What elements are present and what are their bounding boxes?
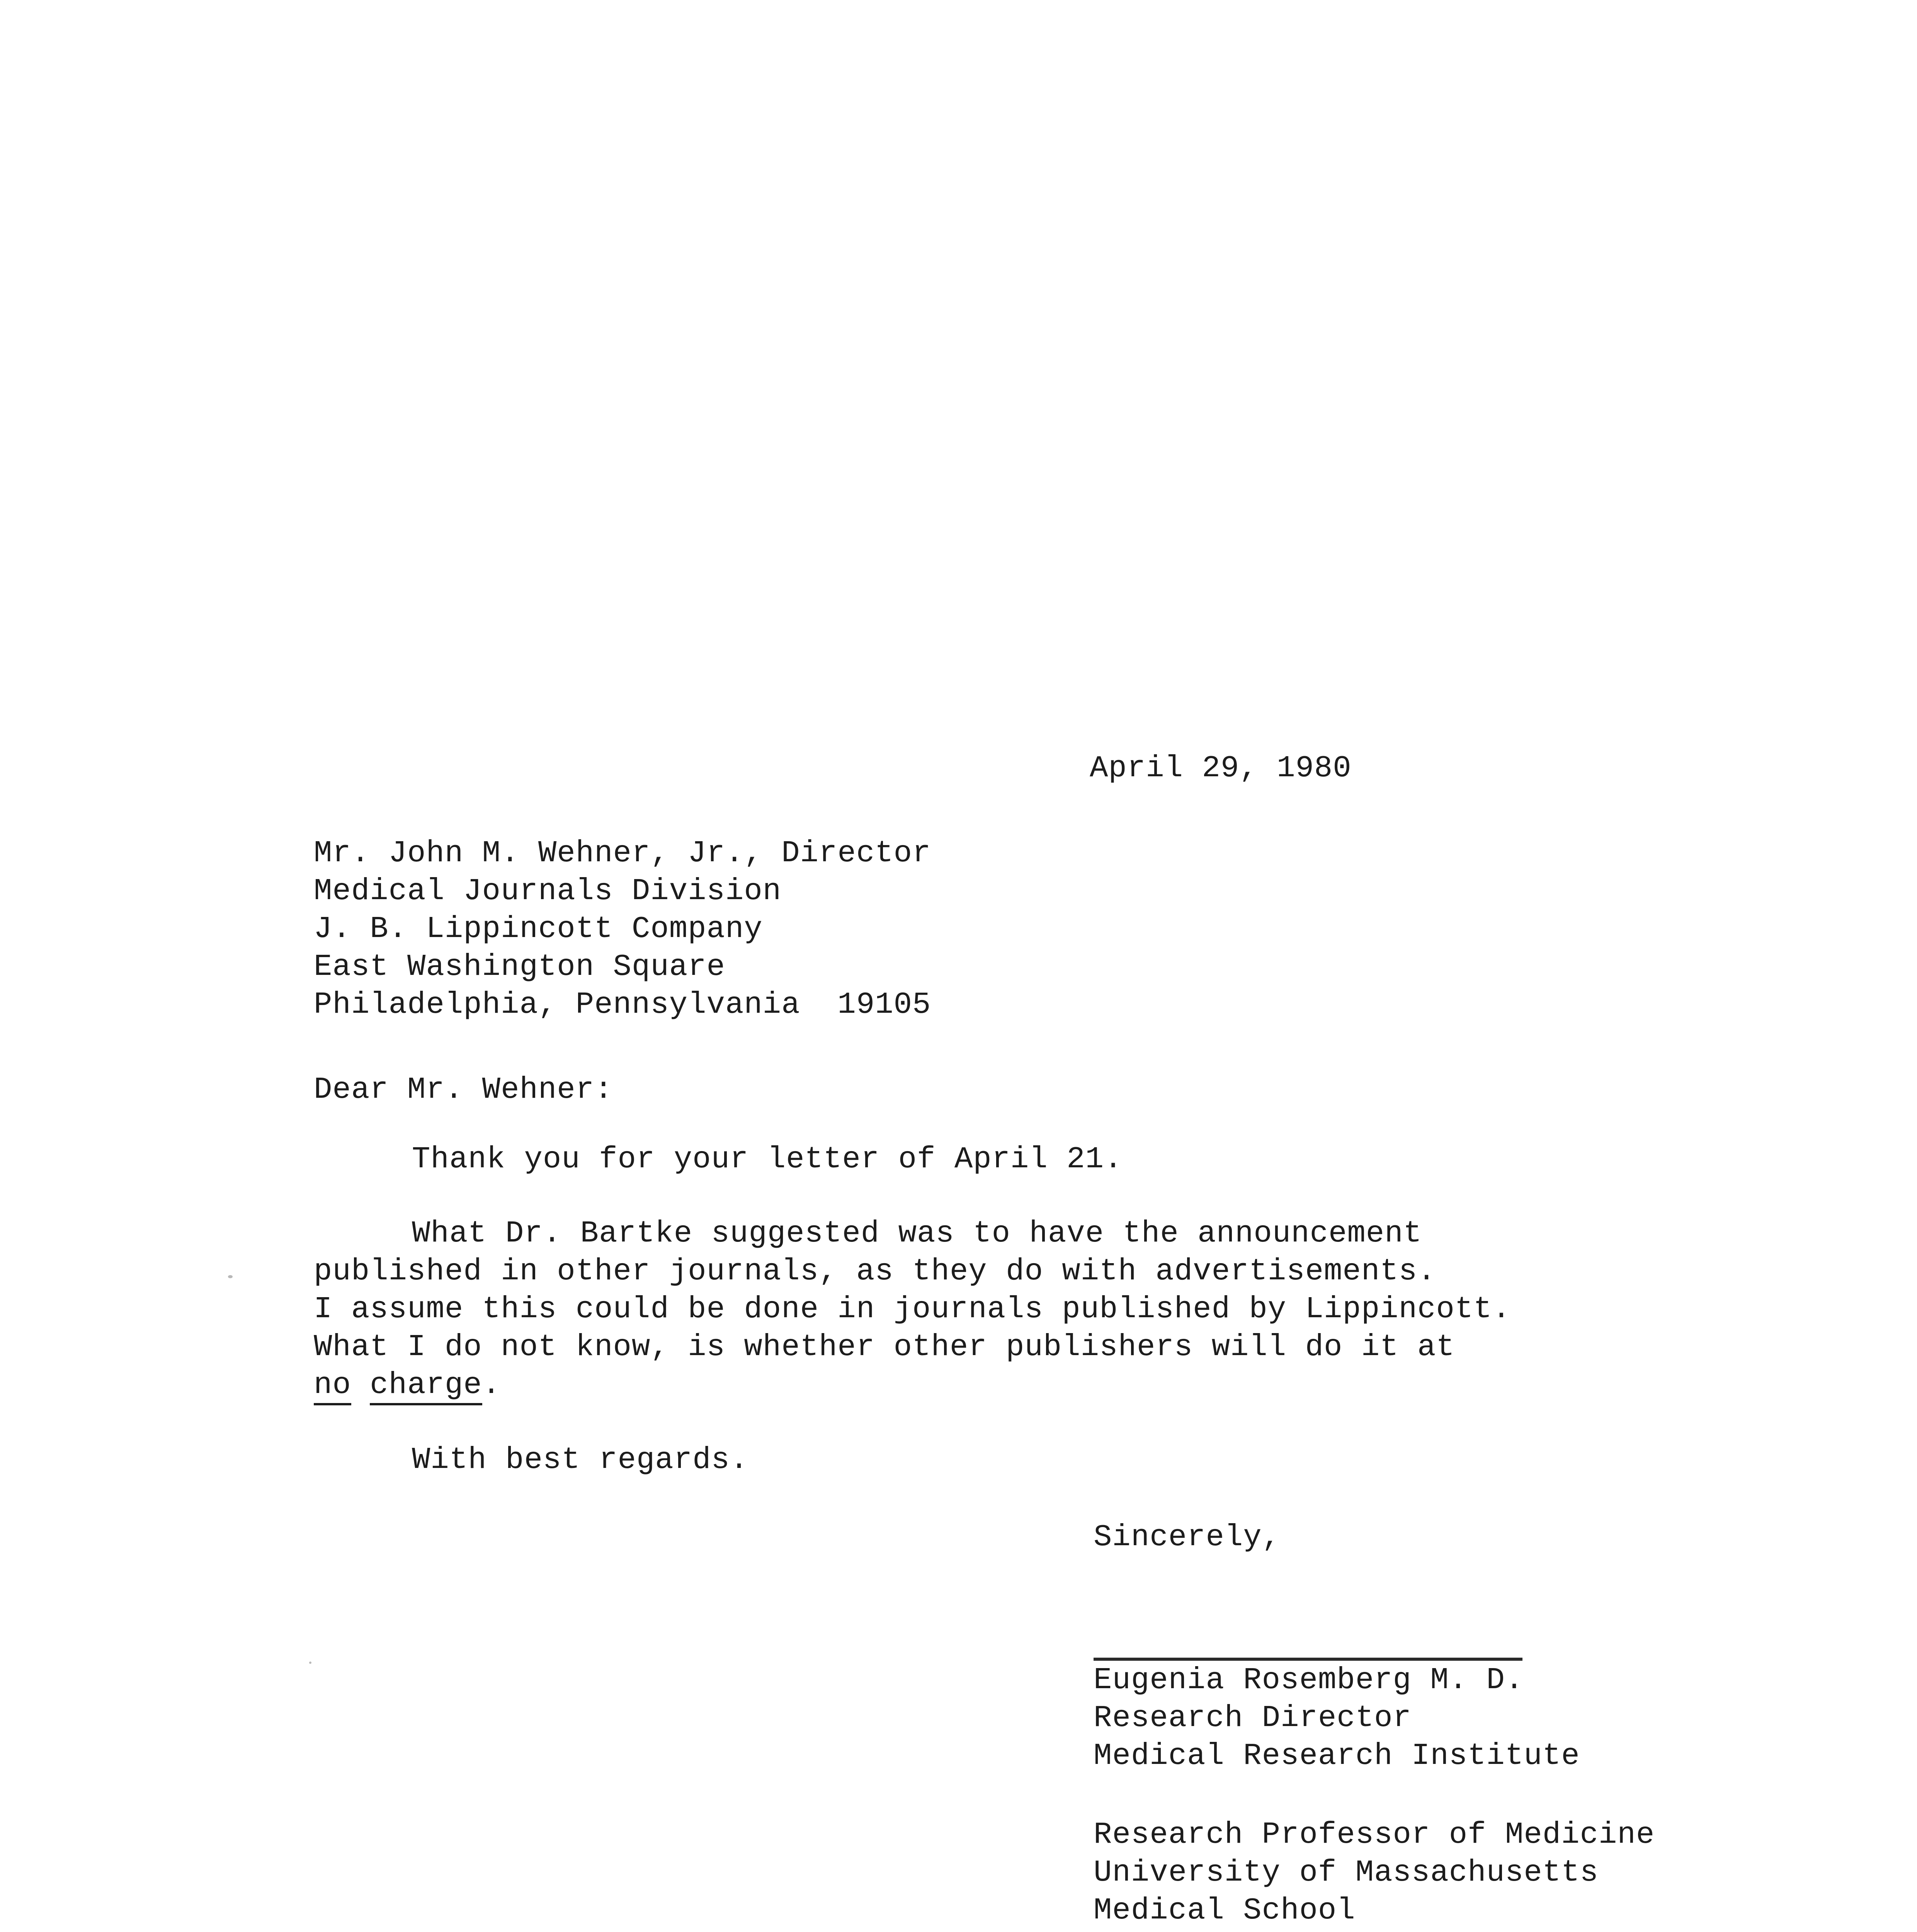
body-line: I assume this could be done in journals published by Lippincott. [314, 1292, 1511, 1327]
paper-speck [228, 1275, 233, 1278]
recipient-line: East Washington Square [314, 949, 725, 984]
signer-title: Research Director [1094, 1701, 1412, 1735]
signer-name: Eugenia Rosemberg M. D. [1094, 1663, 1524, 1697]
salutation: Dear Mr. Wehner: [314, 1072, 613, 1107]
recipient-line: J. B. Lippincott Company [314, 912, 763, 946]
sentence-end: . [482, 1367, 501, 1402]
recipient-line: Philadelphia, Pennsylvania 19105 [314, 987, 931, 1022]
underlined-word-charge: charge [370, 1367, 482, 1405]
word-space [351, 1367, 370, 1402]
signer-organization: Medical Research Institute [1094, 1738, 1580, 1773]
paper-speck [309, 1662, 311, 1664]
signature-line [1094, 1658, 1522, 1661]
body-line: What Dr. Bartke suggested was to have the announcement [412, 1216, 1422, 1251]
affiliation-line: Research Professor of Medicine [1094, 1817, 1655, 1852]
letter-date: April 29, 1980 [1090, 751, 1352, 786]
body-line: What I do not know, is whether other publishers will do it at [314, 1330, 1455, 1364]
recipient-line: Medical Journals Division [314, 874, 782, 908]
body-line: published in other journals, as they do with advertisements. [314, 1254, 1436, 1289]
affiliation-line: Medical School [1094, 1893, 1356, 1928]
affiliation-line: University of Massachusetts [1094, 1855, 1599, 1890]
body-line-last [314, 1366, 501, 1403]
sign-off: Sincerely, [1094, 1520, 1281, 1554]
recipient-line: Mr. John M. Wehner, Jr., Director [314, 836, 931, 871]
underlined-word-no: no [314, 1367, 351, 1405]
closing-regards: With best regards. [412, 1442, 749, 1477]
paragraph-thanks: Thank you for your letter of April 21. [412, 1142, 1123, 1177]
